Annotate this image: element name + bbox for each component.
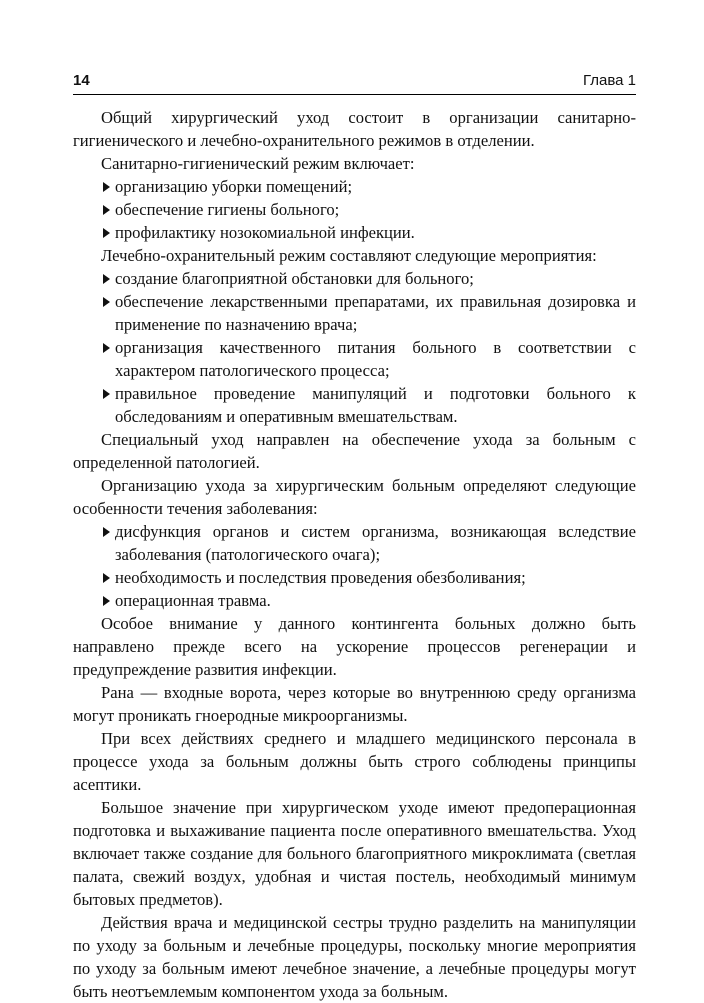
bullet-triangle-icon: [103, 389, 110, 399]
running-header: [73, 66, 636, 95]
list-item: [73, 566, 636, 589]
bullet-triangle-icon: [103, 343, 110, 353]
page-number: 14: [73, 72, 90, 89]
page-body: [73, 106, 636, 1003]
list-item: [73, 336, 636, 382]
paragraph: Рана — входные ворота, через которые во внутреннюю среду организма могут проникать гноеродные микроорганизмы.: [73, 683, 636, 725]
list-item-text: обеспечение лекарственными препаратами, их правильная дозировка и применение по назначению врача;: [115, 292, 636, 334]
list-item-text: организация качественного питания больного в соответствии с характером патологического процесса;: [115, 338, 636, 380]
paragraph: Организацию ухода за хирургическим больным определяют следующие особенности течения заболевания:: [73, 476, 636, 518]
list-item: [73, 589, 636, 612]
list-item: [73, 221, 636, 244]
bullet-triangle-icon: [103, 205, 110, 215]
bullet-triangle-icon: [103, 274, 110, 284]
paragraph: Большое значение при хирургическом уходе имеют предоперационная подготовка и выхаживание пациента после оперативного вмешательства. Уход включает также создание для больного благоприятного микроклимата (светлая палата, свежий воздух, удобная и чистая постель, необходимый минимум бытовых предметов).: [73, 798, 636, 909]
list-item: [73, 290, 636, 336]
paragraph: Санитарно-гигиенический режим включает:: [101, 154, 415, 173]
bullet-triangle-icon: [103, 182, 110, 192]
list-item-text: создание благоприятной обстановки для больного;: [115, 269, 474, 288]
bullet-triangle-icon: [103, 573, 110, 583]
list-item: [73, 382, 636, 428]
bullet-triangle-icon: [103, 527, 110, 537]
list-item: [73, 520, 636, 566]
paragraph: Особое внимание у данного контингента больных должно быть направлено прежде всего на ускорение процессов регенерации и предупреждение развития инфекции.: [73, 614, 636, 679]
paragraph: Лечебно-охранительный режим составляют следующие мероприятия:: [101, 246, 597, 265]
list-item: [73, 267, 636, 290]
paragraph: Действия врача и медицинской сестры трудно разделить на манипуляции по уходу за больным и лечебные процедуры, поскольку многие мероприятия по уходу за больным имеют лечебное значение, а лечебные процедуры могут быть неотъемлемым компонентом ухода за больным.: [73, 913, 636, 1001]
bullet-triangle-icon: [103, 596, 110, 606]
bullet-triangle-icon: [103, 228, 110, 238]
paragraph: Общий хирургический уход состоит в организации санитарно-гигиенического и лечебно-охранительного режимов в отделении.: [73, 108, 636, 150]
chapter-title: Глава 1: [582, 72, 636, 89]
list-item-text: обеспечение гигиены больного;: [115, 200, 340, 219]
list-item: [73, 198, 636, 221]
list-item-text: организацию уборки помещений;: [115, 177, 353, 196]
list-item-text: необходимость и последствия проведения обезболивания;: [115, 568, 526, 587]
list-item: [73, 175, 636, 198]
paragraph: При всех действиях среднего и младшего медицинского персонала в процессе ухода за больным должны быть строго соблюдены принципы асептики.: [73, 729, 636, 794]
paragraph: Специальный уход направлен на обеспечение ухода за больным с определенной патологией.: [73, 430, 636, 472]
list-item-text: профилактику нозокомиальной инфекции.: [115, 223, 415, 242]
list-item-text: операционная травма.: [115, 591, 271, 610]
list-item-text: дисфункция органов и систем организма, возникающая вследствие заболевания (патологического очага);: [115, 522, 636, 564]
list-item-text: правильное проведение манипуляций и подготовки больного к обследованиям и оперативным вмешательствам.: [115, 384, 636, 426]
bullet-triangle-icon: [103, 297, 110, 307]
